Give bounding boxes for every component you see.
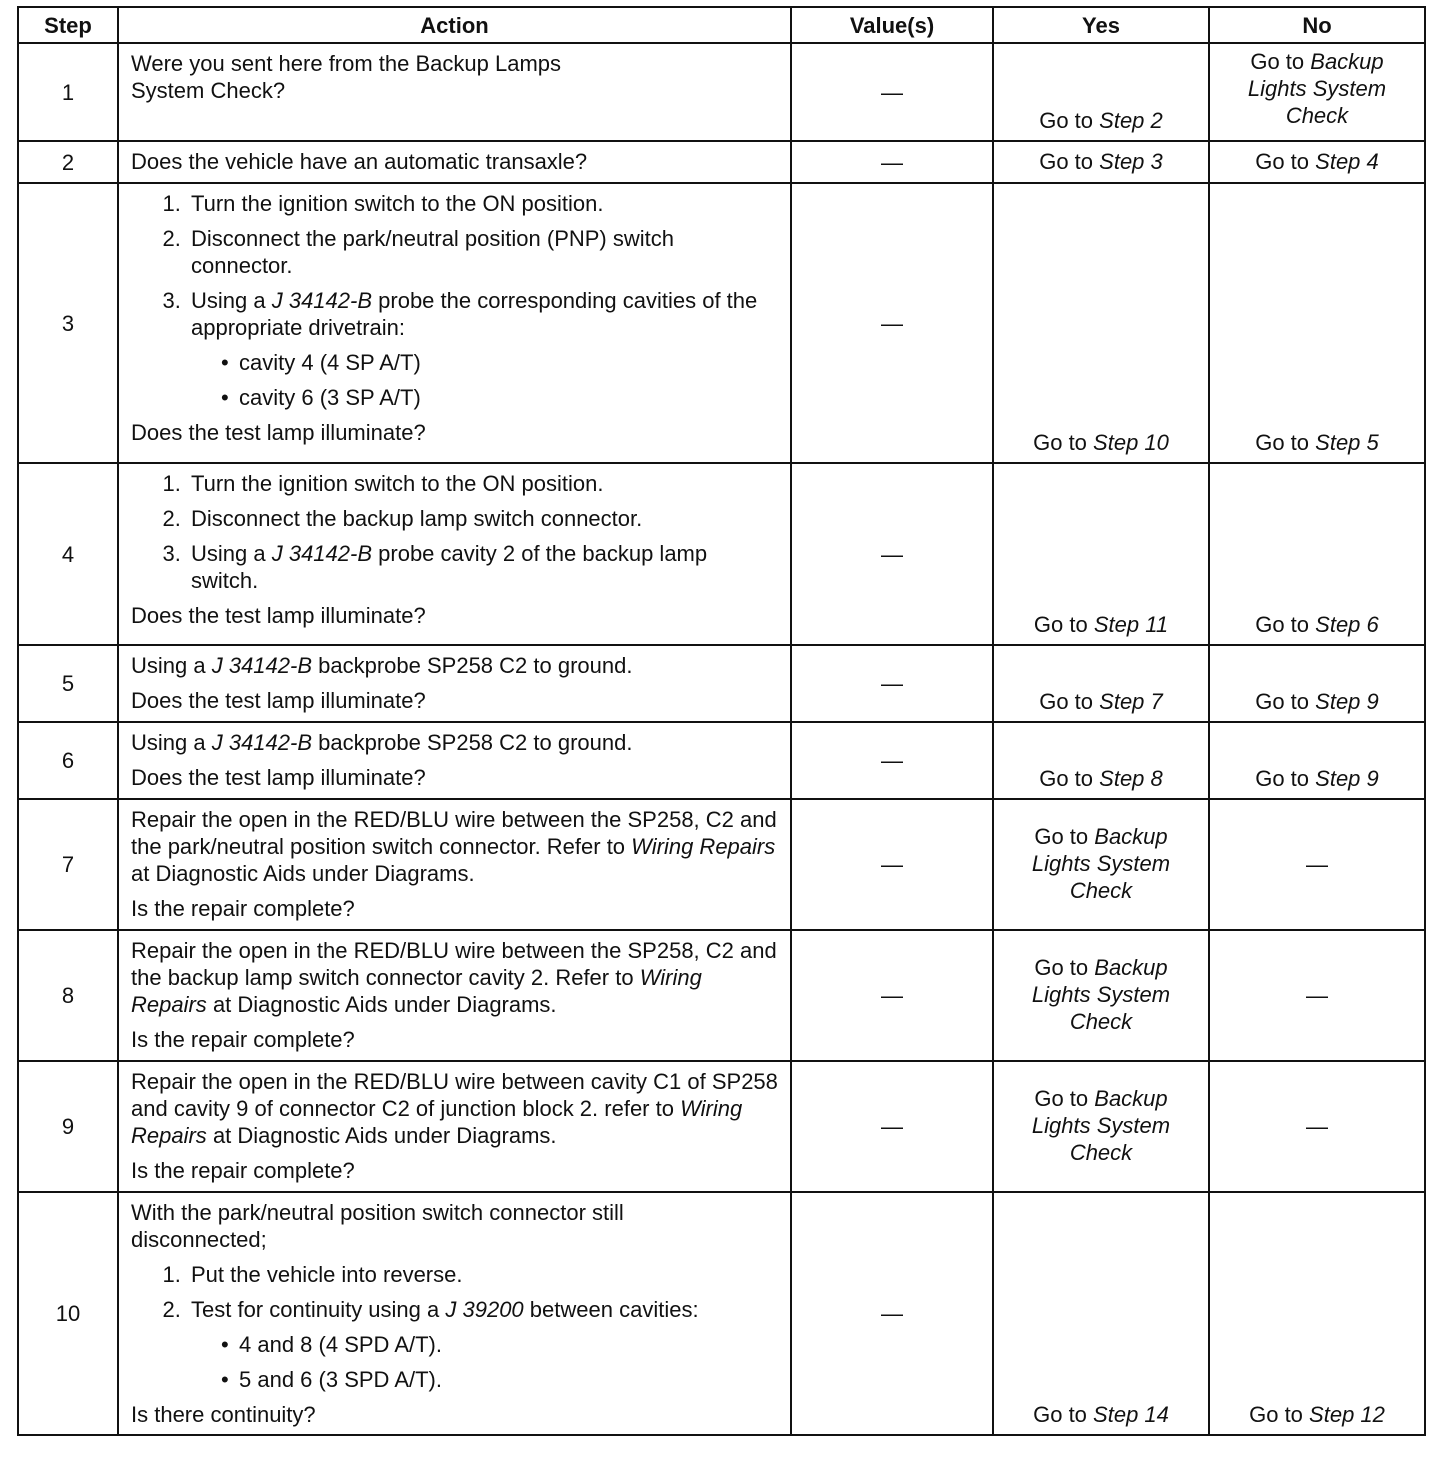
step-ref: Step 8 [1099,766,1163,791]
step-ref: Step 11 [1093,612,1169,637]
question-text: Is the repair complete? [131,1027,355,1052]
yes-cell [993,463,1209,645]
action-cell [118,183,791,463]
intro-text: With the park/neutral position switch connector still disconnected; [131,1200,624,1252]
table-row [18,43,1425,141]
question-text: Does the test lamp illuminate? [131,765,426,790]
header-action: Action [118,7,791,43]
question-text: Does the test lamp illuminate? [131,688,426,713]
go-to-text: Go to [1034,955,1089,980]
procedure-step [187,1296,780,1393]
table-row [18,1061,1425,1192]
question-text: Is the repair complete? [131,1158,355,1183]
action-text: Were you sent here from the Backup Lamps System Check? [131,51,562,103]
header-row [18,7,1425,43]
text: Using a [191,288,266,313]
value-cell: — [791,1192,993,1435]
check-ref: Backup Lights System Check [1031,955,1171,1034]
go-to-text: Go to [1255,766,1310,791]
procedure-step: 2. Disconnect the park/neutral position (PNP) switch connector. [187,225,780,279]
go-to-text: Go to [1033,430,1087,455]
yes-cell [993,1192,1209,1435]
step-ref: Step 7 [1099,689,1163,714]
go-to-text: Go to [1033,1402,1087,1427]
step-ref: Step 2 [1099,108,1163,133]
reference-link: Wiring Repairs [631,834,776,859]
action-text [131,652,780,679]
text: Using a [191,541,266,566]
text: Using a [131,653,206,678]
go-to-text: Go to [1039,148,1094,174]
text: Repair the open in the RED/BLU wire between cavity C1 of SP258 and cavity 9 of connector C2 of junction block 2. refer to [131,1069,778,1121]
value-cell: — [791,43,993,141]
tool-ref: J 39200 [445,1297,524,1322]
action-cell [118,722,791,799]
tool-ref: J 34142-B [211,730,313,755]
yes-cell [993,722,1209,799]
action-cell [118,1061,791,1192]
step-ref: Step 6 [1315,612,1379,637]
step-number: 2 [18,141,118,183]
no-cell [1209,43,1425,141]
bullet-item: • 4 and 8 (4 SPD A/T). [221,1331,780,1358]
tool-ref: J 34142-B [211,653,313,678]
check-ref: Backup Lights System Check [1247,49,1387,128]
step-number: 3 [18,183,118,463]
text: at Diagnostic Aids under Diagrams. [212,992,557,1017]
procedure-list [131,470,780,594]
no-cell: — [1209,799,1425,930]
header-yes: Yes [993,7,1209,43]
check-ref: Backup Lights System Check [1031,1086,1171,1165]
tool-ref: J 34142-B [271,541,373,566]
text: Test for continuity using a [191,1297,440,1322]
step-ref: Step 4 [1315,148,1379,174]
action-cell [118,43,791,141]
table-row [18,645,1425,722]
table-row [18,930,1425,1061]
yes-cell [993,43,1209,141]
step-number: 4 [18,463,118,645]
procedure-step: 1. Put the vehicle into reverse. [187,1261,780,1288]
step-number: 7 [18,799,118,930]
step-ref: Step 9 [1315,689,1379,714]
bullet-item: • cavity 4 (4 SP A/T) [221,349,780,376]
no-cell: — [1209,930,1425,1061]
table-row [18,183,1425,463]
action-cell [118,930,791,1061]
action-cell [118,645,791,722]
procedure-step [187,540,780,594]
go-to-text: Go to [1033,612,1088,637]
header-step: Step [18,7,118,43]
action-text [131,729,780,756]
go-to-text: Go to [1249,1402,1303,1427]
go-to-text: Go to [1039,766,1094,791]
bullet-item: • 5 and 6 (3 SPD A/T). [221,1366,780,1393]
go-to-text: Go to [1039,108,1094,133]
no-cell [1209,141,1425,183]
question-text: Is the repair complete? [131,896,355,921]
go-to-text: Go to [1034,1086,1089,1111]
value-cell: — [791,645,993,722]
value-cell: — [791,1061,993,1192]
step-ref: Step 5 [1315,430,1379,455]
step-ref: Step 14 [1093,1402,1169,1427]
procedure-step: 1. Turn the ignition switch to the ON position. [187,190,780,217]
check-ref: Backup Lights System Check [1031,824,1171,903]
table-row [18,799,1425,930]
reference-link: Wiring Repairs [131,1096,743,1148]
header-no: No [1209,7,1425,43]
go-to-text: Go to [1250,49,1305,74]
go-to-text: Go to [1255,689,1310,714]
value-cell: — [791,141,993,183]
action-cell [118,799,791,930]
text: backprobe SP258 C2 to ground. [318,730,633,755]
text: between cavities: [529,1297,699,1322]
bullet-item: • cavity 6 (3 SP A/T) [221,384,780,411]
no-cell: — [1209,1061,1425,1192]
text: Using a [131,730,206,755]
yes-cell [993,930,1209,1061]
table-row [18,722,1425,799]
procedure-list [131,1261,780,1393]
question-text: Does the test lamp illuminate? [131,603,426,628]
step-ref: Step 9 [1315,766,1379,791]
text: at Diagnostic Aids under Diagrams. [131,861,475,886]
no-cell [1209,722,1425,799]
go-to-text: Go to [1255,148,1310,174]
step-number: 1 [18,43,118,141]
header-values: Value(s) [791,7,993,43]
yes-cell [993,799,1209,930]
step-number: 5 [18,645,118,722]
text: backprobe SP258 C2 to ground. [318,653,633,678]
value-cell: — [791,463,993,645]
procedure-list [131,190,780,411]
question-text: Is there continuity? [131,1402,316,1427]
table-row [18,463,1425,645]
value-cell: — [791,183,993,463]
text: probe the corresponding cavities of the appropriate drivetrain: [191,288,758,340]
reference-link: Wiring Repairs [131,965,702,1017]
yes-cell [993,141,1209,183]
go-to-text: Go to [1255,430,1310,455]
action-text [131,937,780,1018]
bullet-list [191,1331,780,1393]
yes-cell [993,1061,1209,1192]
table-row [18,141,1425,183]
table-row [18,1192,1425,1435]
step-number: 8 [18,930,118,1061]
action-text [131,806,780,887]
procedure-step: 2. Disconnect the backup lamp switch connector. [187,505,780,532]
yes-cell [993,645,1209,722]
no-cell [1209,645,1425,722]
text: Repair the open in the RED/BLU wire between the SP258, C2 and the backup lamp switch connector cavity 2. Refer to [131,938,777,990]
action-cell: Does the vehicle have an automatic transaxle? [118,141,791,183]
step-ref: Step 3 [1099,148,1163,174]
action-cell [118,463,791,645]
go-to-text: Go to [1034,824,1089,849]
yes-cell [993,183,1209,463]
tool-ref: J 34142-B [271,288,373,313]
diagnostic-table [17,6,1426,1436]
action-cell [118,1192,791,1435]
step-ref: Step 12 [1309,1402,1385,1427]
text: at Diagnostic Aids under Diagrams. [212,1123,557,1148]
go-to-text: Go to [1039,689,1094,714]
value-cell: — [791,799,993,930]
step-ref: Step 10 [1093,430,1169,455]
question-text: Does the test lamp illuminate? [131,420,426,445]
action-text [131,1068,780,1149]
text: probe cavity 2 of the backup lamp switch. [191,541,708,593]
procedure-step [187,287,780,411]
bullet-list [191,349,780,411]
value-cell: — [791,930,993,1061]
step-number: 9 [18,1061,118,1192]
no-cell [1209,1192,1425,1435]
value-cell: — [791,722,993,799]
no-cell [1209,183,1425,463]
go-to-text: Go to [1255,612,1310,637]
step-number: 6 [18,722,118,799]
procedure-step: 1. Turn the ignition switch to the ON position. [187,470,780,497]
text: Repair the open in the RED/BLU wire between the SP258, C2 and the park/neutral position switch connector. Refer to [131,807,777,859]
no-cell [1209,463,1425,645]
step-number: 10 [18,1192,118,1435]
